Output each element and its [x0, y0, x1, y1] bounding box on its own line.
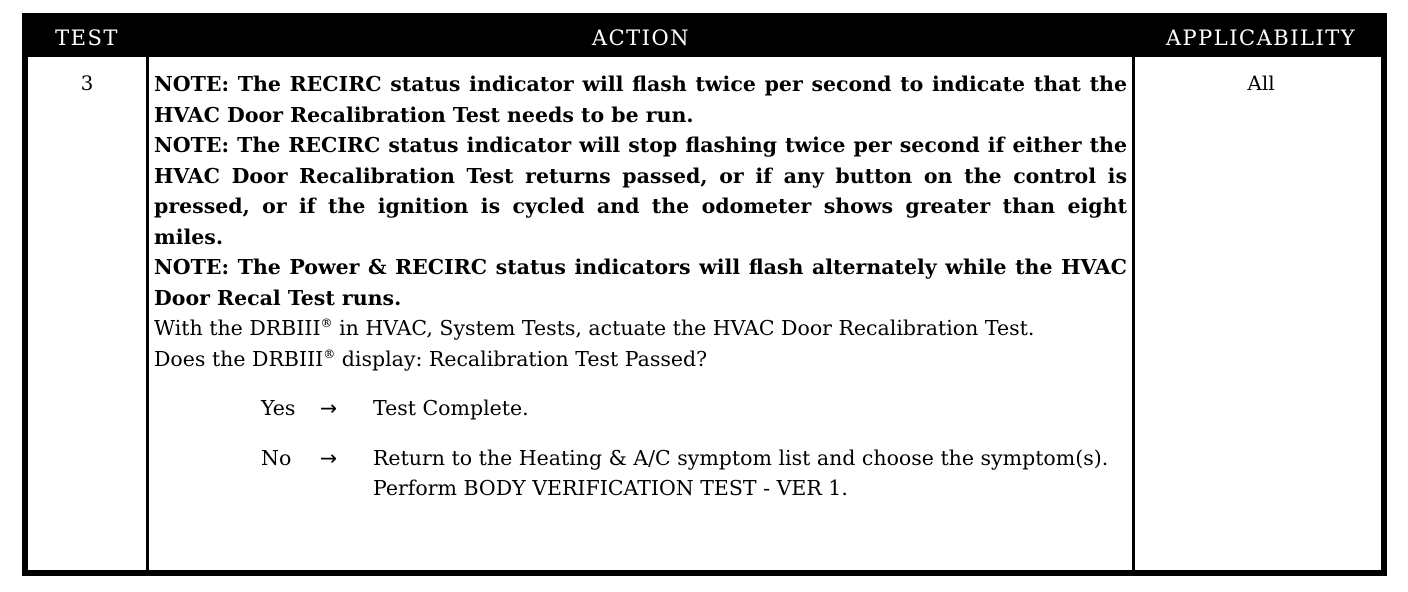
answer-result-line: Return to the Heating & A/C symptom list and choose the symptom(s). — [373, 445, 1109, 470]
header-applicability: APPLICABILITY — [1165, 26, 1357, 50]
arrow-icon: → — [320, 445, 338, 470]
note-1: NOTE: The RECIRC status indicator will flash twice per second to indicate that the HVAC Door Recalibration Test needs to be run. — [154, 72, 1127, 127]
note-2: NOTE: The RECIRC status indicator will stop flashing twice per second if either the HVAC Door Recalibration Test returns passed, or if any button on the control is pressed, or if the ignition is cycled and the odometer shows greater than eight miles. — [154, 133, 1127, 249]
column-divider — [1132, 57, 1135, 570]
answer-yes — [154, 393, 1127, 424]
arrow-icon: → — [320, 396, 338, 420]
instruction-pre: With the DRBIII — [154, 316, 321, 340]
question-pre: Does the DRBIII — [154, 346, 324, 371]
column-divider — [146, 57, 149, 570]
table-header — [28, 19, 1381, 57]
question-post: display: Recalibration Test Passed? — [335, 346, 708, 371]
header-action: ACTION — [591, 26, 691, 50]
question-text — [154, 344, 1127, 375]
instruction-post: in HVAC, System Tests, actuate the HVAC Door Recalibration Test. — [332, 316, 1035, 340]
note-3: NOTE: The Power & RECIRC status indicators will flash alternately while the HVAC Door Recal Test runs. — [154, 255, 1127, 310]
answer-result — [373, 393, 1127, 424]
registered-mark: ® — [323, 346, 336, 361]
instruction-text — [154, 313, 1127, 344]
header-test: TEST — [55, 26, 119, 50]
answer-result — [373, 443, 1127, 504]
answer-key: No — [261, 445, 292, 470]
answer-result-line: Test Complete. — [373, 396, 529, 420]
registered-mark: ® — [320, 316, 333, 330]
diagnostic-table — [22, 13, 1387, 576]
test-number: 3 — [80, 71, 94, 95]
answer-no — [154, 443, 1127, 504]
answer-result-line-2: Perform BODY VERIFICATION TEST - VER 1. — [373, 476, 848, 500]
applicability-value: All — [1247, 71, 1275, 95]
action-cell — [154, 69, 1127, 504]
answer-key: Yes — [261, 396, 296, 420]
